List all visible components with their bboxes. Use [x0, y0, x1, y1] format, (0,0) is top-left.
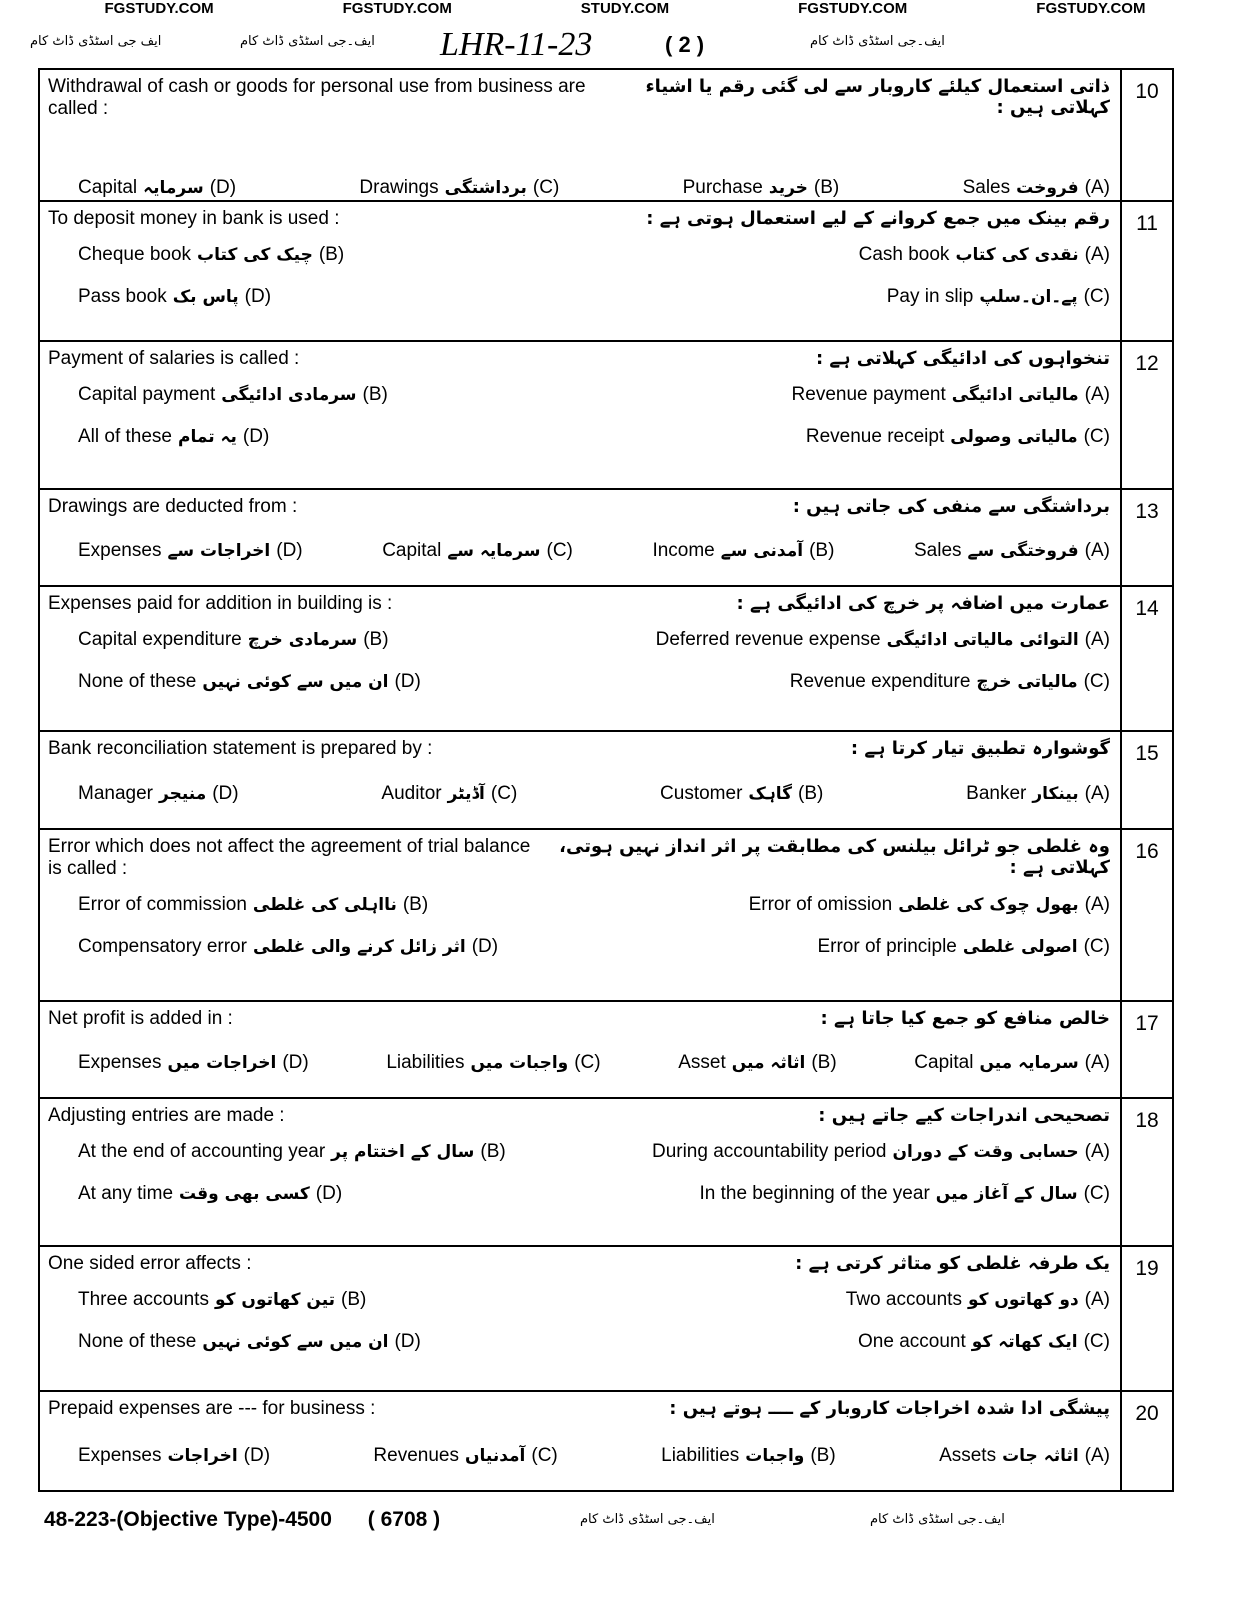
watermark: FGSTUDY.COM	[342, 0, 452, 17]
question-row	[40, 1099, 1172, 1247]
question-number: 13	[1120, 490, 1172, 585]
question-body	[40, 830, 1120, 1000]
question-row	[40, 342, 1172, 490]
option-urdu: ایک کھاتہ کو	[971, 1332, 1078, 1352]
option-d	[78, 671, 421, 693]
option-english: Capital payment	[78, 384, 216, 405]
option-a	[846, 1289, 1110, 1311]
option-a	[914, 1052, 1110, 1074]
option-english: Sales	[962, 177, 1011, 198]
option-c	[858, 1331, 1110, 1353]
question-number: 20	[1120, 1392, 1172, 1490]
question-body	[40, 490, 1120, 585]
option-letter: (C)	[1083, 1183, 1110, 1204]
option-urdu: واجبات میں	[470, 1053, 569, 1073]
option-c	[790, 671, 1110, 693]
question-body	[40, 587, 1120, 730]
question-stem	[48, 1008, 1110, 1030]
question-text-english: Net profit is added in :	[48, 1008, 233, 1029]
option-urdu: پاس بک	[172, 287, 239, 307]
option-letter: (D)	[471, 936, 499, 957]
option-d	[78, 1183, 342, 1205]
option-a	[749, 894, 1110, 916]
question-stem	[48, 593, 1110, 615]
options-row	[48, 1167, 1110, 1209]
option-d	[78, 1052, 309, 1074]
question-text-english: Error which does not affect the agreement of trial balance is called :	[48, 836, 531, 879]
option-letter: (A)	[1084, 783, 1110, 804]
question-number: 14	[1120, 587, 1172, 730]
question-row	[40, 1247, 1172, 1392]
options-row	[48, 880, 1110, 920]
option-english: Capital	[78, 177, 138, 198]
option-urdu: سال کے آغاز میں	[935, 1184, 1078, 1204]
option-c	[887, 286, 1110, 308]
option-urdu: مالیاتی خرچ	[976, 672, 1078, 692]
option-english: Revenue payment	[791, 384, 946, 405]
option-letter: (A)	[1084, 177, 1110, 198]
question-body	[40, 1247, 1120, 1390]
option-letter: (A)	[1084, 629, 1110, 650]
option-english: Expenses	[78, 1445, 162, 1466]
option-english: Error of commission	[78, 894, 247, 915]
option-urdu: آمدنیاں	[464, 1446, 526, 1466]
option-letter: (B)	[402, 894, 429, 915]
question-text-english: Drawings are deducted from :	[48, 496, 298, 517]
option-c	[382, 540, 573, 562]
question-number: 11	[1120, 202, 1172, 340]
option-english: Deferred revenue expense	[655, 629, 881, 650]
option-b	[683, 177, 840, 199]
option-english: Liabilities	[386, 1052, 465, 1073]
option-c	[817, 936, 1110, 958]
option-b	[652, 540, 834, 562]
question-text-urdu: وہ غلطی جو ٹرائل بیلنس کی مطابقت پر اثر انداز نہیں ہوتی، کہلاتی ہے :	[559, 836, 1110, 878]
option-urdu: کسی بھی وقت	[179, 1184, 310, 1204]
option-english: Revenue receipt	[805, 426, 945, 447]
question-text-urdu: رقم بینک میں جمع کروانے کے لیے استعمال ہوتی ہے :	[646, 208, 1110, 229]
option-letter: (B)	[318, 244, 345, 265]
option-letter: (D)	[209, 177, 237, 198]
option-d	[78, 1445, 270, 1467]
option-letter: (D)	[315, 1183, 343, 1204]
option-b	[661, 1445, 836, 1467]
option-urdu: سرمادی خرچ	[247, 630, 358, 650]
option-letter: (D)	[242, 426, 270, 447]
option-letter: (C)	[1083, 426, 1110, 447]
option-c	[381, 783, 517, 805]
option-b	[78, 894, 428, 916]
question-text-english: One sided error affects :	[48, 1253, 252, 1274]
option-urdu: آڈیٹر	[447, 784, 485, 804]
question-number: 12	[1120, 342, 1172, 488]
question-text-english: Adjusting entries are made :	[48, 1105, 285, 1126]
options-row	[48, 370, 1110, 410]
option-letter: (D)	[282, 1052, 309, 1073]
option-english: Compensatory error	[78, 936, 247, 957]
option-urdu: اخراجات میں	[167, 1053, 277, 1073]
question-row	[40, 1002, 1172, 1099]
option-urdu: سرمایہ	[143, 178, 204, 198]
option-letter: (C)	[1083, 1331, 1110, 1352]
question-row	[40, 1392, 1172, 1492]
option-english: Income	[652, 540, 715, 561]
question-row	[40, 732, 1172, 830]
option-a	[792, 384, 1110, 406]
option-letter: (D)	[276, 540, 303, 561]
option-english: Drawings	[359, 177, 439, 198]
option-d	[78, 177, 236, 199]
option-urdu: بینکار	[1032, 784, 1079, 804]
option-c	[359, 177, 559, 199]
question-body	[40, 342, 1120, 488]
question-text-english: Payment of salaries is called :	[48, 348, 300, 369]
option-a	[652, 1141, 1110, 1163]
option-urdu: حسابی وقت کے دوران	[892, 1142, 1079, 1162]
option-english: All of these	[78, 426, 172, 447]
option-d	[78, 540, 303, 562]
option-letter: (D)	[394, 671, 421, 692]
option-c	[806, 426, 1110, 448]
option-urdu: منیجر	[159, 784, 207, 804]
option-a	[859, 244, 1110, 266]
question-stem	[48, 1253, 1110, 1275]
options-row	[48, 1420, 1110, 1471]
option-urdu: فروخت	[1016, 178, 1079, 198]
question-number: 19	[1120, 1247, 1172, 1390]
question-stem	[48, 348, 1110, 370]
option-c	[699, 1183, 1110, 1205]
question-text-english: Bank reconciliation statement is prepared by :	[48, 738, 433, 759]
options-row	[48, 920, 1110, 962]
urdu-watermark: ایف جی اسٹڈی ڈاٹ کام	[30, 34, 162, 49]
option-urdu: نااہلی کی غلطی	[252, 895, 397, 915]
question-stem	[48, 208, 1110, 230]
option-letter: (B)	[480, 1141, 506, 1162]
option-urdu: اثر زائل کرنے والی غلطی	[252, 937, 466, 957]
urdu-watermark: ایف۔جی اسٹڈی ڈاٹ کام	[580, 1512, 715, 1527]
question-row	[40, 830, 1172, 1002]
option-english: Revenues	[373, 1445, 459, 1466]
option-english: Manager	[78, 783, 153, 804]
option-letter: (B)	[362, 384, 388, 405]
option-english: At the end of accounting year	[78, 1141, 326, 1162]
option-urdu: التوائی مالیاتی ادائیگی	[886, 630, 1079, 650]
paper-code: LHR-11-23	[440, 26, 593, 63]
option-b	[78, 629, 389, 651]
option-urdu: بھول چوک کی غلطی	[898, 895, 1079, 915]
option-urdu: نقدی کی کتاب	[955, 245, 1079, 265]
option-urdu: اخراجات سے	[167, 541, 271, 561]
option-english: Assets	[939, 1445, 997, 1466]
question-text-english: Withdrawal of cash or goods for personal use from business are called :	[48, 76, 586, 119]
option-urdu: سرمایہ سے	[447, 541, 541, 561]
option-b	[660, 783, 823, 805]
option-urdu: ان میں سے کوئی نہیں	[202, 672, 389, 692]
question-body	[40, 1392, 1120, 1490]
option-letter: (B)	[341, 1289, 367, 1310]
option-english: Banker	[966, 783, 1027, 804]
option-letter: (B)	[811, 1052, 837, 1073]
option-urdu: برداشتگی	[444, 178, 527, 198]
question-row	[40, 587, 1172, 732]
option-english: Revenue expenditure	[789, 671, 971, 692]
question-text-urdu: تنخواہوں کی ادائیگی کہلاتی ہے :	[815, 348, 1110, 369]
options-row	[48, 230, 1110, 270]
option-d	[78, 783, 239, 805]
question-body	[40, 70, 1120, 200]
option-urdu: یہ تمام	[178, 427, 237, 447]
option-english: Capital	[914, 1052, 974, 1073]
options-row	[48, 655, 1110, 697]
question-stem	[48, 76, 1110, 120]
question-row	[40, 70, 1172, 202]
question-text-urdu: برداشتگی سے منفی کی جاتی ہیں :	[792, 496, 1110, 517]
option-a	[656, 629, 1110, 651]
option-letter: (D)	[212, 783, 239, 804]
option-english: Liabilities	[661, 1445, 740, 1466]
option-letter: (A)	[1084, 1052, 1110, 1073]
question-text-urdu: یک طرفہ غلطی کو متاثر کرتی ہے :	[795, 1253, 1110, 1274]
question-text-english: To deposit money in bank is used :	[48, 208, 340, 229]
option-letter: (D)	[394, 1331, 421, 1352]
watermark: FGSTUDY.COM	[1036, 0, 1146, 17]
option-letter: (B)	[363, 629, 389, 650]
question-body	[40, 202, 1120, 340]
question-body	[40, 732, 1120, 828]
option-urdu: ان میں سے کوئی نہیں	[202, 1332, 389, 1352]
option-urdu: اصولی غلطی	[962, 937, 1078, 957]
option-letter: (C)	[490, 783, 518, 804]
paper-header	[0, 26, 1250, 66]
question-stem	[48, 836, 1110, 880]
option-urdu: خرید	[768, 178, 808, 198]
option-english: Expenses	[78, 1052, 162, 1073]
option-letter: (C)	[531, 1445, 558, 1466]
questions-table	[38, 68, 1174, 1492]
option-urdu: مالیاتی وصولی	[950, 427, 1078, 447]
option-english: Three accounts	[78, 1289, 209, 1310]
option-a	[963, 177, 1110, 199]
option-letter: (C)	[532, 177, 560, 198]
question-stem	[48, 1398, 1110, 1420]
question-number: 18	[1120, 1099, 1172, 1245]
option-english: Asset	[678, 1052, 726, 1073]
question-stem	[48, 496, 1110, 518]
option-english: Pay in slip	[886, 286, 974, 307]
option-letter: (A)	[1084, 244, 1110, 265]
option-b	[78, 1141, 506, 1163]
options-row	[48, 760, 1110, 809]
option-english: In the beginning of the year	[699, 1183, 930, 1204]
options-row	[48, 120, 1110, 203]
option-english: Sales	[913, 540, 962, 561]
option-english: Purchase	[682, 177, 763, 198]
option-a	[939, 1445, 1110, 1467]
option-letter: (B)	[810, 1445, 836, 1466]
question-row	[40, 202, 1172, 342]
question-body	[40, 1002, 1120, 1097]
urdu-watermark: ایف۔جی اسٹڈی ڈاٹ کام	[810, 34, 945, 49]
option-urdu: دو کھاتوں کو	[967, 1290, 1079, 1310]
option-urdu: آمدنی سے	[720, 541, 804, 561]
option-english: During accountability period	[651, 1141, 887, 1162]
option-letter: (C)	[546, 540, 573, 561]
paper-footer-code: 48-223-(Objective Type)-4500	[44, 1508, 332, 1531]
option-urdu: پے۔ان۔سلپ	[979, 287, 1078, 307]
question-stem	[48, 1105, 1110, 1127]
option-english: None of these	[78, 671, 197, 692]
options-row	[48, 1030, 1110, 1078]
option-d	[78, 426, 269, 448]
option-letter: (A)	[1084, 1445, 1110, 1466]
option-letter: (D)	[243, 1445, 271, 1466]
option-english: Capital expenditure	[78, 629, 242, 650]
option-urdu: اثاثہ میں	[731, 1053, 806, 1073]
option-english: Two accounts	[845, 1289, 962, 1310]
question-text-english: Prepaid expenses are --- for business :	[48, 1398, 376, 1419]
option-b	[78, 1289, 366, 1311]
options-row	[48, 615, 1110, 655]
option-english: At any time	[78, 1183, 174, 1204]
option-a	[966, 783, 1110, 805]
question-text-urdu: گوشوارہ تطبیق تیار کرتا ہے :	[850, 738, 1110, 759]
option-letter: (A)	[1084, 540, 1110, 561]
options-row	[48, 410, 1110, 452]
options-row	[48, 1315, 1110, 1357]
option-urdu: سرمایہ میں	[979, 1053, 1079, 1073]
option-c	[373, 1445, 557, 1467]
option-letter: (A)	[1084, 1141, 1110, 1162]
watermark: FGSTUDY.COM	[798, 0, 908, 17]
option-english: Capital	[382, 540, 442, 561]
option-english: None of these	[78, 1331, 197, 1352]
option-letter: (B)	[813, 177, 840, 198]
option-english: Customer	[660, 783, 743, 804]
option-english: Auditor	[381, 783, 442, 804]
paper-footer-number: ( 6708 )	[367, 1508, 441, 1531]
watermark-header	[0, 0, 1250, 17]
option-d	[78, 936, 498, 958]
option-letter: (C)	[574, 1052, 601, 1073]
option-letter: (A)	[1084, 1289, 1110, 1310]
option-urdu: سرمادی ادائیگی	[221, 385, 357, 405]
option-b	[78, 384, 388, 406]
option-urdu: اثاثہ جات	[1002, 1446, 1079, 1466]
option-letter: (A)	[1084, 894, 1110, 915]
option-english: Expenses	[78, 540, 162, 561]
option-urdu: فروختگی سے	[967, 541, 1079, 561]
urdu-watermark: ایف۔جی اسٹڈی ڈاٹ کام	[870, 1512, 1005, 1527]
question-number: 15	[1120, 732, 1172, 828]
options-row	[48, 270, 1110, 312]
option-urdu: تین کھاتوں کو	[214, 1290, 336, 1310]
option-urdu: سال کے اختتام پر	[331, 1142, 475, 1162]
question-body	[40, 1099, 1120, 1245]
option-urdu: گاہک	[748, 784, 793, 804]
question-text-urdu: عمارت میں اضافہ پر خرچ کی ادائیگی ہے :	[736, 593, 1110, 614]
option-letter: (C)	[1083, 671, 1110, 692]
option-a	[914, 540, 1110, 562]
question-number: 17	[1120, 1002, 1172, 1097]
option-urdu: مالیاتی ادائیگی	[951, 385, 1079, 405]
question-text-urdu: خالص منافع کو جمع کیا جاتا ہے :	[820, 1008, 1110, 1029]
options-row	[48, 1275, 1110, 1315]
question-stem	[48, 738, 1110, 760]
question-number: 16	[1120, 830, 1172, 1000]
option-letter: (B)	[798, 783, 824, 804]
urdu-watermark: ایف۔جی اسٹڈی ڈاٹ کام	[240, 34, 375, 49]
option-letter: (D)	[244, 286, 272, 307]
option-b	[78, 244, 344, 266]
option-d	[78, 286, 271, 308]
question-text-english: Expenses paid for addition in building is :	[48, 593, 393, 614]
question-text-urdu: تصحیحی اندراجات کیے جاتے ہیں :	[818, 1105, 1110, 1126]
option-urdu: چیک کی کتاب	[197, 245, 313, 265]
option-letter: (B)	[809, 540, 835, 561]
option-letter: (C)	[1083, 286, 1110, 307]
option-urdu: اخراجات	[167, 1446, 238, 1466]
footer-code	[44, 1508, 440, 1532]
option-b	[678, 1052, 836, 1074]
watermark: STUDY.COM	[580, 0, 670, 17]
option-english: Error of omission	[748, 894, 893, 915]
option-english: Error of principle	[817, 936, 957, 957]
option-english: Cash book	[858, 244, 950, 265]
option-english: Pass book	[78, 286, 167, 307]
options-row	[48, 1127, 1110, 1167]
option-c	[386, 1052, 600, 1074]
option-english: Cheque book	[78, 244, 192, 265]
question-row	[40, 490, 1172, 587]
watermark: FGSTUDY.COM	[104, 0, 214, 17]
question-text-urdu: پیشگی ادا شدہ اخراجات کاروبار کے ــــ ہوتے ہیں :	[669, 1398, 1110, 1419]
option-letter: (C)	[1083, 936, 1110, 957]
options-row	[48, 518, 1110, 566]
option-urdu: واجبات	[745, 1446, 805, 1466]
option-letter: (A)	[1084, 384, 1110, 405]
option-english: One account	[858, 1331, 966, 1352]
question-text-urdu: ذاتی استعمال کیلئے کاروبار سے لی گئی رقم یا اشیاء کہلاتی ہیں :	[645, 76, 1110, 118]
question-number: 10	[1120, 70, 1172, 200]
page-number: ( 2 )	[665, 32, 705, 57]
option-d	[78, 1331, 421, 1353]
